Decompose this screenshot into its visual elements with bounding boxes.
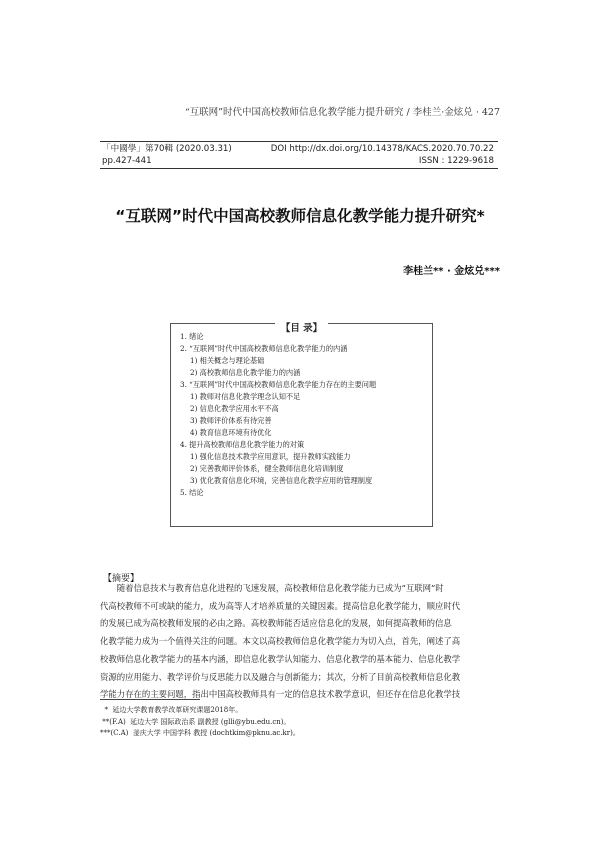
toc-item: 3) 教师评价体系有待完善 <box>190 416 272 425</box>
abstract-line: 代高校教师不可或缺的能力，成为高等人才培养质量的关键因素。提高信息化教学能力，顺应时代 <box>100 600 461 611</box>
toc-item: 3) 优化教育信息化环境，完善信息化教学应用的管理制度 <box>190 476 373 485</box>
toc-item: 3. “互联网”时代中国高校教师信息化教学能力存在的主要问题 <box>180 380 377 389</box>
footnotes <box>100 705 500 740</box>
footnote-divider <box>100 699 200 700</box>
footnote: ***(C.A) 釜庆大学 中国学科 教授 (dochtkim@pknu.ac.kr)。 <box>100 729 300 737</box>
toc-item: 5. 结论 <box>180 488 204 497</box>
abstract-body <box>100 580 498 704</box>
page-range: pp.427-441 <box>102 156 152 166</box>
abstract-line: 随着信息技术与教育信息化进程的飞速发展，高校教师信息化教学能力已成为“互联网”时 <box>116 583 444 593</box>
toc-title: 【目 录】 <box>275 323 328 334</box>
toc-item: 2. “互联网”时代中国高校教师信息化教学能力的内涵 <box>180 344 348 353</box>
journal-info: 「中國學」第70輯 (2020.03.31) <box>102 144 232 154</box>
paper-title: “互联网”时代中国高校教师信息化教学能力提升研究* <box>115 207 485 225</box>
toc-list <box>180 331 428 499</box>
running-header: “互联网”时代中国高校教师信息化教学能力提升研究 / 李桂兰·金炫兑 · 427 <box>184 107 500 118</box>
toc-item: 1) 教师对信息化教学理念认知不足 <box>190 392 301 401</box>
abstract-line: 校教师信息化教学能力的基本内涵，即信息化教学认知能力、信息化教学的基本能力、信息化教学 <box>100 653 461 664</box>
toc-item: 2) 信息化教学应用水平不高 <box>190 404 279 413</box>
toc-item: 2) 高校教师信息化教学能力的内涵 <box>190 368 301 377</box>
toc-item: 1) 强化信息技术教学应用意识，提升教师实践能力 <box>190 452 351 461</box>
abstract-line: 资源的应用能力、教学评价与反思能力以及融合与创新能力；其次，分析了目前高校教师信息化教 <box>100 671 461 682</box>
abstract-line: 学能力存在的主要问题，指出中国高校教师具有一定的信息技术教学意识，但还存在信息化教学技 <box>100 689 461 700</box>
abstract-heading: 【摘要】 <box>103 574 140 584</box>
toc-item: 4. 提升高校教师信息化教学能力的对策 <box>180 440 305 449</box>
table-of-contents <box>170 323 433 527</box>
toc-item: 2) 完善教师评价体系，健全教师信息化培训制度 <box>190 464 344 473</box>
abstract-line: 化教学能力成为一个值得关注的问题。本文以高校教师信息化教学能力为切入点，首先，阐述了高 <box>100 636 461 647</box>
toc-item: 1. 绪论 <box>180 332 204 341</box>
doi[interactable]: DOI http://dx.doi.org/10.14378/KACS.2020.70.70.22 <box>270 144 494 154</box>
article-meta <box>100 141 498 169</box>
toc-item: 4) 教育信息环境有待优化 <box>190 428 272 437</box>
footnote: * 延边大学教育教学改革研究课题2018年。 <box>100 706 243 714</box>
footnote: **(F.A) 延边大学 国际政治系 副教授 (glli@ybu.edu.cn)。 <box>100 717 291 726</box>
authors: 李桂兰** · 金炫兑*** <box>403 266 500 277</box>
abstract-line: 的发展已成为高校教师发展的必由之路。高校教师能否适应信息化的发展，如何提高教师的信息 <box>100 618 452 629</box>
toc-item: 1) 相关概念与理论基础 <box>190 356 265 365</box>
issn: ISSN : 1229-9618 <box>418 156 494 166</box>
